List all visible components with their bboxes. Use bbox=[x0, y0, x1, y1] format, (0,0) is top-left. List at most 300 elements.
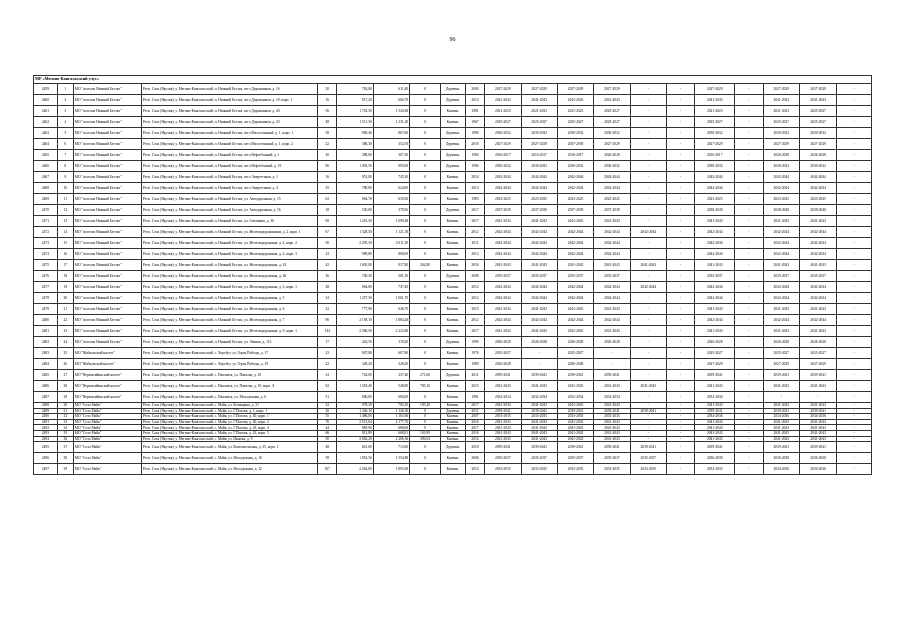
table-row bbox=[34, 315, 872, 326]
period-9-cell: 2042-2044 bbox=[763, 172, 799, 183]
row-number-cell: 17 bbox=[57, 260, 73, 271]
municipality-cell: МО "поселок Нижний Бестях" bbox=[73, 84, 141, 95]
apartments-cell: 51 bbox=[318, 392, 337, 403]
nonresidential-area-cell: 0 bbox=[410, 425, 441, 431]
table-row bbox=[34, 205, 872, 216]
apartments-cell: 62 bbox=[318, 194, 337, 205]
municipality-cell: МО "поселок Нижний Бестях" bbox=[73, 326, 141, 337]
year-built-cell: 2013 bbox=[465, 183, 484, 194]
wall-material-cell: Каменн. bbox=[440, 464, 465, 475]
period-6-cell: - bbox=[666, 183, 694, 194]
period-10-cell: 2034-2036 bbox=[799, 414, 837, 420]
row-number-cell: 1 bbox=[57, 84, 73, 95]
address-cell: Респ. Саха (Якутия), у. Мегино-Кангаласский, с. Майя, ул. Бечиндина, д. 31 bbox=[141, 403, 317, 409]
period-1-cell: 2016-2017 bbox=[485, 150, 521, 161]
period-1-cell: 2030-2032 bbox=[485, 161, 521, 172]
period-5-cell: - bbox=[630, 106, 666, 117]
period-3-cell: 2042-2044 bbox=[557, 227, 593, 238]
period-9-cell: 2035-2037 bbox=[763, 271, 799, 282]
living-area-cell: 378,56 bbox=[373, 205, 409, 216]
nonresidential-area-cell: 0 bbox=[410, 315, 441, 326]
period-1-cell: 2041-2043 bbox=[485, 381, 521, 392]
municipality-cell: МО "Нерюктяйинский наслег" bbox=[73, 381, 141, 392]
period-7-cell: 2025-2027 bbox=[695, 117, 735, 128]
period-2-cell: - bbox=[521, 348, 557, 359]
period-5-cell: 2039-2041 bbox=[630, 408, 666, 414]
period-7-cell: 2042-2044 bbox=[695, 293, 735, 304]
period-5-cell: - bbox=[630, 392, 666, 403]
period-3-cell: 2039-2041 bbox=[557, 370, 593, 381]
nonresidential-area-cell: 0 bbox=[410, 293, 441, 304]
table-row bbox=[34, 370, 872, 381]
apartments-cell: 48 bbox=[318, 117, 337, 128]
apartments-cell: 20 bbox=[318, 84, 337, 95]
nonresidential-area-cell: 0 bbox=[410, 194, 441, 205]
address-cell: Респ. Саха (Якутия), у. Мегино-Кангаласский, п. Нижний Бестях, кв-л Энергетиков, д. 4 bbox=[141, 183, 317, 194]
period-3-cell: 2039-2041 bbox=[557, 408, 593, 414]
period-5-cell: - bbox=[630, 337, 666, 348]
period-11-cell: - bbox=[837, 337, 872, 348]
living-area-cell: 1 543,60 bbox=[373, 106, 409, 117]
nonresidential-area-cell: 0 bbox=[410, 392, 441, 403]
address-cell: Респ. Саха (Якутия), у. Мегино-Кангаласский, п. Нижний Бестях, ул. Железнодорожная, д. 2, корп. 3 bbox=[141, 249, 317, 260]
period-10-cell: 2042-2044 bbox=[799, 172, 837, 183]
wall-material-cell: Деревян. bbox=[440, 95, 465, 106]
row-index-cell: 2487 bbox=[34, 392, 58, 403]
address-cell: Респ. Саха (Якутия), у. Мегино-Кангаласский, с. Майя, ул. Г.Попова, д. 43, корп. 5 bbox=[141, 430, 317, 436]
period-6-cell: - bbox=[666, 419, 694, 425]
municipality-cell: МО "поселок Нижний Бестях" bbox=[73, 216, 141, 227]
living-area-cell: 1 121,18 bbox=[373, 227, 409, 238]
period-11-cell: - bbox=[837, 227, 872, 238]
table-row bbox=[34, 117, 872, 128]
row-index-cell: 2480 bbox=[34, 315, 58, 326]
living-area-cell: 867,60 bbox=[373, 128, 409, 139]
row-number-cell: 32 bbox=[57, 414, 73, 420]
period-2-cell: 2025-2027 bbox=[521, 117, 557, 128]
total-area-cell: 1 518,40 bbox=[337, 381, 373, 392]
row-index-cell: 2460 bbox=[34, 95, 58, 106]
period-10-cell: 2039-2041 bbox=[799, 442, 837, 453]
nonresidential-area-cell: 0 bbox=[410, 172, 441, 183]
period-1-cell: 2041-2043 bbox=[485, 403, 521, 409]
year-built-cell: 2018 bbox=[465, 139, 484, 150]
row-index-cell: 2461 bbox=[34, 106, 58, 117]
period-2-cell: 2030-2032 bbox=[521, 128, 557, 139]
period-9-cell: 2027-2029 bbox=[763, 84, 799, 95]
period-7-cell: 2041-2043 bbox=[695, 419, 735, 425]
period-10-cell: 2034-2036 bbox=[799, 464, 837, 475]
municipality-cell: МО "Село Майя" bbox=[73, 414, 141, 420]
wall-material-cell: Каменн. bbox=[440, 381, 465, 392]
row-number-cell: 21 bbox=[57, 304, 73, 315]
municipality-cell: МО "Село Майя" bbox=[73, 408, 141, 414]
period-4-cell: 2039-2041 bbox=[594, 370, 630, 381]
living-area-cell: 1 099,48 bbox=[373, 216, 409, 227]
row-number-cell: 10 bbox=[57, 183, 73, 194]
table-row bbox=[34, 194, 872, 205]
period-10-cell: 2041-2043 bbox=[799, 425, 837, 431]
total-area-cell: 1 261,30 bbox=[337, 216, 373, 227]
address-cell: Респ. Саха (Якутия), у. Мегино-Кангаласский, п. Нижний Бестях, кв-л Нефтебазный, д. 1 bbox=[141, 150, 317, 161]
period-1-cell: 2042-2044 bbox=[485, 227, 521, 238]
wall-material-cell: Деревян. bbox=[440, 139, 465, 150]
period-9-cell: 2041-2043 bbox=[763, 216, 799, 227]
period-1-cell: 2041-2043 bbox=[485, 95, 521, 106]
apartments-cell: 144 bbox=[318, 326, 337, 337]
period-11-cell: - bbox=[837, 84, 872, 95]
apartments-cell: 76 bbox=[318, 419, 337, 425]
apartments-cell: 44 bbox=[318, 425, 337, 431]
wall-material-cell: Каменн. bbox=[440, 453, 465, 464]
period-9-cell: 2042-2044 bbox=[763, 238, 799, 249]
period-2-cell: 2021-2023 bbox=[521, 106, 557, 117]
municipality-cell: МО "Село Майя" bbox=[73, 425, 141, 431]
row-index-cell: 2462 bbox=[34, 117, 58, 128]
period-2-cell: 2042-2044 bbox=[521, 315, 557, 326]
living-area-cell: 2 177,76 bbox=[373, 419, 409, 425]
period-3-cell: 2042-2044 bbox=[557, 293, 593, 304]
period-6-cell: - bbox=[666, 359, 694, 370]
row-index-cell: 2471 bbox=[34, 216, 58, 227]
address-cell: Респ. Саха (Якутия), у. Мегино-Кангаласский, п. Нижний Бестях, ул. Железнодорожная, д. 6 bbox=[141, 304, 317, 315]
period-1-cell: 2042-2044 bbox=[485, 293, 521, 304]
address-cell: Респ. Саха (Якутия), у. Мегино-Кангаласский, с. Майя, ул. Г.Попова, д. 40, корп. 2 bbox=[141, 419, 317, 425]
year-built-cell: 2016 bbox=[465, 260, 484, 271]
period-5-cell: - bbox=[630, 430, 666, 436]
period-8-cell: - bbox=[735, 304, 763, 315]
address-cell: Респ. Саха (Якутия), у. Мегино-Кангаласский, с. Хоробут, ул. Героя Победы, д. 17 bbox=[141, 348, 317, 359]
period-3-cell: 2035-2037 bbox=[557, 271, 593, 282]
nonresidential-area-cell: 0 bbox=[410, 304, 441, 315]
wall-material-cell: Деревян. bbox=[440, 128, 465, 139]
period-7-cell: 2041-2043 bbox=[695, 381, 735, 392]
nonresidential-area-cell: 271,60 bbox=[410, 370, 441, 381]
row-index-cell: 2495 bbox=[34, 442, 58, 453]
address-cell: Респ. Саха (Якутия), у. Мегино-Кангаласский, п. Нижний Бестях, ул. Железнодорожная, д. 5 bbox=[141, 293, 317, 304]
period-10-cell: 2027-2029 bbox=[799, 139, 837, 150]
period-11-cell: - bbox=[837, 430, 872, 436]
year-built-cell: 2011 bbox=[465, 408, 484, 414]
row-number-cell: 15 bbox=[57, 238, 73, 249]
period-8-cell: - bbox=[735, 442, 763, 453]
period-2-cell: 2035-2037 bbox=[521, 271, 557, 282]
period-11-cell: - bbox=[837, 293, 872, 304]
row-index-cell: 2490 bbox=[34, 414, 58, 420]
period-10-cell: 2041-2043 bbox=[799, 419, 837, 425]
wall-material-cell: Каменн. bbox=[440, 172, 465, 183]
period-2-cell: 2016-2017 bbox=[521, 150, 557, 161]
wall-material-cell: Деревян. bbox=[440, 161, 465, 172]
period-9-cell: 2042-2044 bbox=[763, 282, 799, 293]
period-10-cell: 2026-2028 bbox=[799, 150, 837, 161]
municipality-cell: МО "поселок Нижний Бестях" bbox=[73, 315, 141, 326]
period-4-cell: 2039-2041 bbox=[594, 408, 630, 414]
period-4-cell: 2039-2041 bbox=[594, 442, 630, 453]
wall-material-cell: Деревян. bbox=[440, 408, 465, 414]
address-cell: Респ. Саха (Якутия), у. Мегино-Кангаласский, с. Майя, ул. Г.Попова, д. 1, корп. 1 bbox=[141, 408, 317, 414]
period-5-cell: 2035-2037 bbox=[630, 453, 666, 464]
row-index-cell: 2481 bbox=[34, 326, 58, 337]
address-cell: Респ. Саха (Якутия), у. Мегино-Кангаласский, с. Майя, ул. Г.Попова, д. 40, корп. 1 bbox=[141, 414, 317, 420]
period-8-cell: - bbox=[735, 106, 763, 117]
year-built-cell: 1976 bbox=[465, 348, 484, 359]
period-5-cell: - bbox=[630, 326, 666, 337]
period-7-cell: 2039-2041 bbox=[695, 370, 735, 381]
living-area-cell: 713,60 bbox=[373, 442, 409, 453]
year-built-cell: 2015 bbox=[465, 95, 484, 106]
period-7-cell: 2026-2028 bbox=[695, 337, 735, 348]
period-4-cell: 2027-2029 bbox=[594, 84, 630, 95]
table-row bbox=[34, 161, 872, 172]
table-row bbox=[34, 326, 872, 337]
period-8-cell: - bbox=[735, 430, 763, 436]
apartments-cell: 22 bbox=[318, 139, 337, 150]
period-8-cell: - bbox=[735, 436, 763, 442]
year-built-cell: 2011 bbox=[465, 238, 484, 249]
period-9-cell: 2041-2043 bbox=[763, 430, 799, 436]
period-6-cell: - bbox=[666, 436, 694, 442]
period-10-cell: 2025-2027 bbox=[799, 106, 837, 117]
period-8-cell: - bbox=[735, 293, 763, 304]
period-4-cell: 2041-2043 bbox=[594, 260, 630, 271]
period-8-cell: - bbox=[735, 117, 763, 128]
wall-material-cell: Каменн. bbox=[440, 359, 465, 370]
municipality-cell: МО "Село Майя" bbox=[73, 403, 141, 409]
period-8-cell: - bbox=[735, 337, 763, 348]
period-1-cell: 2041-2043 bbox=[485, 430, 521, 436]
period-9-cell: 2042-2044 bbox=[763, 249, 799, 260]
wall-material-cell: Каменн. bbox=[440, 216, 465, 227]
period-8-cell: - bbox=[735, 84, 763, 95]
period-11-cell: - bbox=[837, 172, 872, 183]
apartments-cell: 20 bbox=[318, 150, 337, 161]
period-10-cell: 2041-2043 bbox=[799, 430, 837, 436]
row-number-cell: 25 bbox=[57, 348, 73, 359]
period-1-cell: 2041-2043 bbox=[485, 425, 521, 431]
district-header: МР «Мегино-Кангаласский улус» bbox=[34, 76, 872, 84]
wall-material-cell: Каменн. bbox=[440, 293, 465, 304]
total-area-cell: 700,30 bbox=[337, 271, 373, 282]
apartments-cell: 48 bbox=[318, 442, 337, 453]
period-5-cell: - bbox=[630, 161, 666, 172]
nonresidential-area-cell: 0 bbox=[410, 128, 441, 139]
period-4-cell: 2030-2032 bbox=[594, 161, 630, 172]
apartments-cell: 23 bbox=[318, 249, 337, 260]
table-row bbox=[34, 139, 872, 150]
period-2-cell: 2042-2044 bbox=[521, 238, 557, 249]
period-6-cell: - bbox=[666, 293, 694, 304]
year-built-cell: 2014 bbox=[465, 172, 484, 183]
period-2-cell: 2041-2043 bbox=[521, 381, 557, 392]
row-number-cell: 13 bbox=[57, 216, 73, 227]
period-2-cell: 2035-2037 bbox=[521, 453, 557, 464]
period-8-cell: - bbox=[735, 425, 763, 431]
living-area-cell: 1 554,80 bbox=[373, 453, 409, 464]
total-area-cell: 328,20 bbox=[337, 359, 373, 370]
period-9-cell: - bbox=[763, 392, 799, 403]
period-10-cell: 2041-2043 bbox=[799, 304, 837, 315]
living-area-cell: 606,00 bbox=[373, 392, 409, 403]
period-3-cell: 2041-2043 bbox=[557, 381, 593, 392]
period-11-cell: - bbox=[837, 414, 872, 420]
period-3-cell: 2025-2027 bbox=[557, 348, 593, 359]
row-number-cell: 20 bbox=[57, 293, 73, 304]
period-11-cell: - bbox=[837, 128, 872, 139]
period-2-cell: 2041-2043 bbox=[521, 260, 557, 271]
period-2-cell: 2041-2043 bbox=[521, 216, 557, 227]
period-9-cell: 2041-2043 bbox=[763, 425, 799, 431]
period-9-cell: 2041-2043 bbox=[763, 95, 799, 106]
period-9-cell: 2038-2040 bbox=[763, 205, 799, 216]
period-9-cell: 2034-2036 bbox=[763, 414, 799, 420]
municipality-cell: МО "Нерюктяйинский наслег" bbox=[73, 392, 141, 403]
period-7-cell: 2042-2044 bbox=[695, 238, 735, 249]
row-index-cell: 2464 bbox=[34, 139, 58, 150]
year-built-cell: 1984 bbox=[465, 150, 484, 161]
period-9-cell: 2036-2038 bbox=[763, 453, 799, 464]
municipality-cell: МО "Село Майя" bbox=[73, 453, 141, 464]
period-8-cell: - bbox=[735, 348, 763, 359]
period-10-cell: 2025-2027 bbox=[799, 348, 837, 359]
nonresidential-area-cell: 785,10 bbox=[410, 381, 441, 392]
nonresidential-area-cell: 0 bbox=[410, 282, 441, 293]
table-row bbox=[34, 172, 872, 183]
year-built-cell: 2008 bbox=[465, 271, 484, 282]
period-5-cell: - bbox=[630, 183, 666, 194]
period-2-cell: 2027-2029 bbox=[521, 139, 557, 150]
period-4-cell: 2033-2035 bbox=[594, 414, 630, 420]
address-cell: Респ. Саха (Якутия), у. Мегино-Кангаласский, п. Нижний Бестях, ул. Автодорожная, д. 16 bbox=[141, 205, 317, 216]
apartments-cell: 22 bbox=[318, 359, 337, 370]
period-3-cell: 2037-2039 bbox=[557, 139, 593, 150]
period-2-cell: 2041-2043 bbox=[521, 436, 557, 442]
living-area-cell: 635,60 bbox=[373, 194, 409, 205]
period-6-cell: - bbox=[666, 430, 694, 436]
period-7-cell: 2025-2027 bbox=[695, 348, 735, 359]
housing-table bbox=[33, 75, 872, 475]
table-row bbox=[34, 271, 872, 282]
period-3-cell: 2041-2043 bbox=[557, 95, 593, 106]
period-8-cell: - bbox=[735, 216, 763, 227]
period-10-cell: 2023-2025 bbox=[799, 194, 837, 205]
period-2-cell: 2042-2044 bbox=[521, 227, 557, 238]
period-11-cell: - bbox=[837, 315, 872, 326]
period-4-cell: 2027-2029 bbox=[594, 139, 630, 150]
table-row bbox=[34, 260, 872, 271]
address-cell: Респ. Саха (Якутия), у. Мегино-Кангаласский, п. Нижний Бестях, ул. Железнодорожная, д. 24 bbox=[141, 260, 317, 271]
living-area-cell: 367,30 bbox=[373, 150, 409, 161]
period-4-cell: 2041-2043 bbox=[594, 419, 630, 425]
municipality-cell: МО "поселок Нижний Бестях" bbox=[73, 183, 141, 194]
total-area-cell: 812,80 bbox=[337, 430, 373, 436]
period-3-cell: 2041-2043 bbox=[557, 436, 593, 442]
period-1-cell: 2021-2023 bbox=[485, 106, 521, 117]
wall-material-cell: Каменн. bbox=[440, 326, 465, 337]
period-9-cell: 2030-2032 bbox=[763, 128, 799, 139]
period-7-cell: 2042-2044 bbox=[695, 227, 735, 238]
period-5-cell: - bbox=[630, 84, 666, 95]
period-6-cell: - bbox=[666, 408, 694, 414]
total-area-cell: 1 743,50 bbox=[337, 106, 373, 117]
total-area-cell: 2 158,10 bbox=[337, 315, 373, 326]
apartments-cell: 30 bbox=[318, 408, 337, 414]
year-built-cell: 1994 bbox=[465, 161, 484, 172]
period-2-cell: 2023-2025 bbox=[521, 194, 557, 205]
nonresidential-area-cell: 0 bbox=[410, 183, 441, 194]
period-9-cell: 2021-2023 bbox=[763, 106, 799, 117]
table-row bbox=[34, 238, 872, 249]
living-area-cell: 668,81 bbox=[373, 430, 409, 436]
period-5-cell: - bbox=[630, 403, 666, 409]
living-area-cell: 319,20 bbox=[373, 337, 409, 348]
municipality-cell: МО "поселок Нижний Бестях" bbox=[73, 172, 141, 183]
period-3-cell: 2037-2039 bbox=[557, 205, 593, 216]
wall-material-cell: Деревян. bbox=[440, 84, 465, 95]
period-5-cell: - bbox=[630, 194, 666, 205]
period-2-cell: 2042-2044 bbox=[521, 183, 557, 194]
year-built-cell: 2011 bbox=[465, 370, 484, 381]
period-7-cell: 2042-2044 bbox=[695, 183, 735, 194]
period-6-cell: - bbox=[666, 370, 694, 381]
period-1-cell: 2042-2044 bbox=[485, 282, 521, 293]
period-9-cell: 2039-2041 bbox=[763, 370, 799, 381]
total-area-cell: 763,80 bbox=[337, 84, 373, 95]
page-number: 96 bbox=[449, 37, 456, 43]
period-6-cell: - bbox=[666, 260, 694, 271]
period-7-cell: 2041-2043 bbox=[695, 403, 735, 409]
period-7-cell: 2023-2025 bbox=[695, 194, 735, 205]
period-4-cell: 2041-2043 bbox=[594, 304, 630, 315]
period-10-cell: 2041-2043 bbox=[799, 403, 837, 409]
period-7-cell: 2034-2036 bbox=[695, 414, 735, 420]
period-3-cell: 2026-2028 bbox=[557, 359, 593, 370]
period-2-cell: 2041-2043 bbox=[521, 425, 557, 431]
period-10-cell: 2036-2038 bbox=[799, 453, 837, 464]
period-5-cell: - bbox=[630, 172, 666, 183]
total-area-cell: 1 003,50 bbox=[337, 161, 373, 172]
period-11-cell: - bbox=[837, 205, 872, 216]
period-6-cell: - bbox=[666, 414, 694, 420]
municipality-cell: МО "поселок Нижний Бестях" bbox=[73, 249, 141, 260]
apartments-cell: 50 bbox=[318, 238, 337, 249]
wall-material-cell: Каменн. bbox=[440, 419, 465, 425]
wall-material-cell: Каменн. bbox=[440, 227, 465, 238]
address-cell: Респ. Саха (Якутия), у. Мегино-Кангаласский, с. Хоробут, ул. Героя Победы, д. 19 bbox=[141, 359, 317, 370]
wall-material-cell: Деревян. bbox=[440, 442, 465, 453]
period-5-cell: - bbox=[630, 128, 666, 139]
period-5-cell: - bbox=[630, 293, 666, 304]
period-1-cell: 2042-2044 bbox=[485, 249, 521, 260]
living-area-cell: 1 146,30 bbox=[373, 408, 409, 414]
nonresidential-area-cell: 0 bbox=[410, 95, 441, 106]
period-7-cell: 2042-2044 bbox=[695, 249, 735, 260]
living-area-cell: 1 231,20 bbox=[373, 117, 409, 128]
period-6-cell: - bbox=[666, 194, 694, 205]
period-3-cell: 2041-2043 bbox=[557, 304, 593, 315]
period-4-cell: 2041-2043 bbox=[594, 326, 630, 337]
year-built-cell: 2016 bbox=[465, 436, 484, 442]
period-1-cell: 2027-2029 bbox=[485, 84, 521, 95]
period-1-cell: 2025-2027 bbox=[485, 117, 521, 128]
period-9-cell: 2041-2043 bbox=[763, 326, 799, 337]
living-area-cell: 666,70 bbox=[373, 95, 409, 106]
address-cell: Респ. Саха (Якутия), у. Мегино-Кангаласский, с. Майя, ул. Г.Попова, д. 43, корп. 4 bbox=[141, 425, 317, 431]
period-4-cell: 2041-2043 bbox=[594, 216, 630, 227]
year-built-cell: 1990 bbox=[465, 128, 484, 139]
municipality-cell: МО "поселок Нижний Бестях" bbox=[73, 106, 141, 117]
apartments-cell: 69 bbox=[318, 216, 337, 227]
